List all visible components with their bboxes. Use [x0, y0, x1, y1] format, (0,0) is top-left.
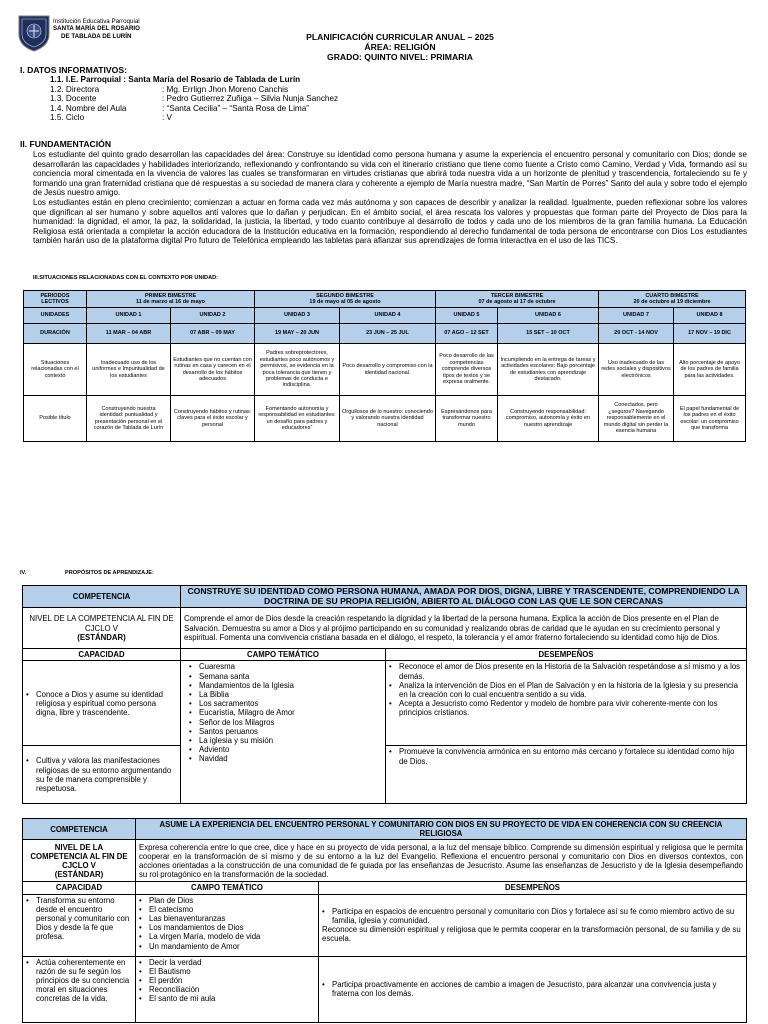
titulo-label: Posible título	[24, 396, 87, 442]
campo-item: • Señor de los Milagros	[189, 718, 382, 727]
section-propositos-number: IV.	[20, 570, 27, 576]
campo-item: • Un mandamiento de Amor	[139, 942, 315, 951]
unidad-cell: UNIDAD 7	[599, 308, 674, 324]
unidad-cell: UNIDAD 6	[498, 308, 599, 324]
nivel-text: Expresa coherencia entre lo que cree, dice y hace en su proyecto de vida personal, a la luz del mensaje bíblico. Comprende su dimensión espiritual y religiosa que le permita cooperar en la transformación de sí mismo y de su entorno a la luz del Evangelio. Reflexiona el encuentro personal y comunitario con Dios en diversos contextos, con acciones orientadas a la construcción de una comunidad de fe guiada por las enseñanzas de Jesucristo. Asume las enseñanzas de Jesucristo y de la Iglesia desempeñando su rol protagónico en la transformación de la sociedad.	[136, 840, 747, 882]
campo-item: • Cuaresma	[189, 662, 382, 671]
unidad-cell: UNIDAD 3	[255, 308, 340, 324]
capacidad-cell	[23, 956, 136, 1022]
section-propositos-heading: PROPÓSITOS DE APRENDIZAJE:	[65, 570, 154, 576]
bimestre-cell	[436, 291, 599, 308]
situacion-cell: Estudiantes que no cuentan con rutinas en casa y carecen en el desarrollo de los hábitos adecuados	[171, 344, 255, 396]
desempenos-cell	[319, 956, 747, 1022]
competencia-table-2	[22, 818, 747, 1023]
unidad-cell: UNIDAD 8	[674, 308, 746, 324]
titulo-cell: Construyendo hábitos y rutinas: claves para el éxito escolar y personal	[171, 396, 255, 442]
titulo-cell: Fomentando autonomía y responsabilidad en estudiantes: un desafío para padres y educadores”	[255, 396, 340, 442]
campo-item: • Navidad	[189, 754, 382, 763]
campo-item: • Decir la verdad	[139, 958, 315, 967]
info-row	[50, 104, 338, 114]
duracion-cell: 23 JUN – 25 JUL	[340, 324, 436, 344]
campo-header: CAMPO TEMÁTICO	[181, 649, 386, 661]
unidad-cell: UNIDAD 5	[436, 308, 498, 324]
campo-cell	[136, 894, 319, 956]
bimestre-name: CUARTO BIMESTRE	[645, 292, 699, 299]
bimestre-cell	[87, 291, 255, 308]
duracion-cell: 11 MAR – 04 ABR	[87, 324, 171, 344]
duracion-cell: 17 NOV – 19 DIC	[674, 324, 746, 344]
bimestre-name: SEGUNDO BIMESTRE	[316, 292, 374, 299]
bimestre-dates: 19 de mayo al 05 de agosto	[309, 299, 381, 305]
desempeno-item: • Analiza la intervención de Dios en el Plan de Salvación y en la historia de la Iglesia y su presencia en la creación con lo cual encuentra sentido a su vida.	[389, 681, 743, 699]
desempenos-header: DESEMPEÑOS	[319, 882, 747, 894]
campo-item: • Las bienaventuranzas	[139, 914, 315, 923]
campo-item: • El catecismo	[139, 905, 315, 914]
title-line2: ÁREA: RELIGIÓN	[364, 41, 436, 52]
nivel-label-text: NIVEL DE LA COMPETENCIA AL FIN DE CJCLO V	[30, 842, 128, 870]
competencia-label: COMPETENCIA	[23, 586, 181, 608]
fundamentacion-paragraph-1: Los estudiante del quinto grado desarrollan las capacidades del área: Construye su identidad como persona humana y asume la experiencia el encuentro personal y comunitario con Dios; donde se desarrollarán las capacidades y habilidades interiorizando, reflexionando y confrontando su vida con el itinerario cristiano que tiene como fuente a Cristo como Camino, Verdad y Vida, formando así su conciencia moral cimentada en la vivencia de valores las cuales se transformaran en virtudes cristianas que abrirá toda nuestra vida a un horizonte de plenitud y trascendencia, fortaleciendo su fe y formando una gran fraternidad cristiana que dé respuestas a su sociedad de manera clara y coherente a ejemplo de María nuestra madre, “San Martín de Porres” Santo del aula y sobre todo el ejemplo de Jesús nuestro amigo.	[33, 150, 747, 197]
document-title	[230, 33, 570, 62]
capacidad-header: CAPACIDAD	[23, 882, 136, 894]
campo-item: • Reconciliación	[139, 985, 315, 994]
info-key: 1.5. Ciclo	[50, 113, 85, 123]
info-row	[50, 75, 338, 85]
capacidad-item: • Transforma su entorno desde el encuentro personal y comunitario con Dios y desde la fe que profesa.	[26, 896, 132, 942]
desempeno-item: • Participa proactivamente en acciones de cambio a imagen de Jesucristo, para alcanzar una convivencia justa y fraterna con los demás.	[322, 980, 743, 998]
info-key: 1.2. Directora	[50, 84, 100, 94]
campo-item: • Plan de Dios	[139, 896, 315, 905]
bimestre-name: TERCER BIMESTRE	[490, 292, 544, 299]
desempeno-item: • Reconoce el amor de Dios presente en la Historia de la Salvación respetándose a sí mismo y a los demás.	[389, 662, 743, 680]
capacidad-item: • Conoce a Dios y asume su identidad religiosa y espiritual como persona digna, libre y trascendente.	[26, 690, 177, 718]
unidades-label: UNIDADES	[24, 308, 87, 324]
situacion-cell: Poco desarrollo de las competencias comprende diversos tipos de textos y se expresa oralmente.	[436, 344, 498, 396]
bimestre-dates: 11 de marzo al 16 de mayo	[135, 299, 206, 305]
titulo-cell: Conectados, pero ¿seguros? Navegando responsablemente en el mundo digital sin perder la esencia humana	[599, 396, 674, 442]
section-situaciones-heading: III.SITUACIONES RELACIONADAS CON EL CONTEXTO POR UNIDAD:	[33, 275, 219, 281]
unidad-cell: UNIDAD 1	[87, 308, 171, 324]
campo-item: • Eucaristía, Milagro de Amor	[189, 708, 382, 717]
bimestre-name: PRIMER BIMESTRE	[144, 292, 197, 299]
campo-cell	[136, 956, 319, 1022]
duracion-cell: 07 AGO – 12 SET	[436, 324, 498, 344]
capacidad-cell	[23, 746, 181, 804]
duracion-cell: 20 OCT - 14 NOV	[599, 324, 674, 344]
campo-item: • El perdón	[139, 976, 315, 985]
periodos-label: PERIODOS LECTIVOS	[24, 291, 87, 308]
inst-line3: DE TABLADA DE LURÍN	[61, 32, 132, 40]
bimestre-cell	[599, 291, 746, 308]
info-key: 1.1. I.E. Parroquial :	[50, 75, 126, 84]
nivel-label-text: NIVEL DE LA COMPETENCIA AL FIN DE CJCLO V	[29, 614, 174, 633]
titulo-cell: El papel fundamental de los padres en el éxito escolar: un compromiso que transforma	[674, 396, 746, 442]
desempenos-cell	[319, 894, 747, 956]
info-row	[50, 113, 338, 123]
situacion-cell: Poco desarrollo y compromiso con la identidad nacional.	[340, 344, 436, 396]
title-line3: GRADO: QUINTO NIVEL: PRIMARIA	[327, 51, 473, 62]
duracion-cell: 15 SET – 10 OCT	[498, 324, 599, 344]
inst-line2: SANTA MARÍA DEL ROSARIO	[53, 25, 140, 33]
informativos-list	[50, 75, 338, 123]
campo-item: • La Biblia	[189, 690, 382, 699]
competencia-label: COMPETENCIA	[23, 819, 136, 840]
section-informativos-heading: I. DATOS INFORMATIVOS:	[20, 65, 127, 75]
desempeno-item: • Acepta a Jesucristo como Redentor y modelo de hombre para vivir coherente-mente con los principios cristianos.	[389, 699, 743, 717]
nivel-text: Comprende el amor de Dios desde la creación respetando la dignidad y la libertad de la persona humana. Explica la acción de Dios presente en el Plan de Salvación. Demuestra su amor a Dios y al prójimo participando en su comunidad y realizando obras de caridad que le ayudan en su crecimiento personal y espiritual. Fomenta una convivencia cristiana basada en el diálogo, el respeto, la tolerancia y el amor fraterno fortaleciendo su identidad como hijo de Dios.	[181, 608, 747, 649]
campo-item: • La iglesia y su misión	[189, 736, 382, 745]
info-value: : Mg. Errlign Jhon Moreno Canchis	[162, 84, 289, 94]
desempeno-item: • Promueve la convivencia armónica en su entorno más cercano y fortalece su identidad como hijo de Dios.	[389, 747, 743, 765]
campo-item: • Los sacramentos	[189, 699, 382, 708]
campo-item: • El Bautismo	[139, 967, 315, 976]
titulo-cell: Expresándonos para transformar nuestro mundo	[436, 396, 498, 442]
campo-item: • La virgen María, modelo de vida	[139, 932, 315, 941]
situacion-cell: Uso inadecuado de las redes sociales y dispositivos electrónicos	[599, 344, 674, 396]
duracion-cell: 07 ABR – 09 MAY	[171, 324, 255, 344]
campo-item: • Mandamientos de la Iglesia	[189, 681, 382, 690]
capacidad-cell	[23, 661, 181, 746]
situacion-cell: Incumpliendo en la entrega de tareas y actividades escolares: Bajo porcentaje de estudiantes con aprendizaje destacado.	[498, 344, 599, 396]
capacidad-item: • Cultiva y valora las manifestaciones religiosas de su entorno argumentando su fe de manera comprensible y respetuosa.	[26, 756, 177, 793]
desempenos-cell	[386, 661, 747, 746]
campo-item: • El santo de mi aula	[139, 994, 315, 1003]
info-value: : V	[162, 113, 173, 123]
info-key: 1.4. Nombre del Aula	[50, 103, 127, 113]
bimestre-dates: 20 de octubre al 19 diciembre	[633, 299, 711, 305]
desempenos-cell	[386, 746, 747, 804]
titulo-cell: Construyendo responsabilidad: compromiso, autonomía y éxito en nuestro aprendizaje	[498, 396, 599, 442]
nivel-sub: (ESTÁNDAR)	[77, 632, 126, 642]
inst-line1: Institución Educativa Parroquial	[53, 18, 140, 25]
capacidad-cell	[23, 894, 136, 956]
info-value: : “Santa Cecilia” – “Santa Rosa de Lima”	[162, 103, 309, 113]
bimestre-dates: 07 de agosto al 17 de octubre	[478, 299, 556, 305]
campo-item: • Semana santa	[189, 672, 382, 681]
situacion-cell: Inadecuado uso de los uniformes e Impuntualidad de los estudiantes	[87, 344, 171, 396]
unidad-cell: UNIDAD 4	[340, 308, 436, 324]
info-value: Santa María del Rosario de Tablada de Lurín	[128, 75, 301, 84]
titulo-cell: Orgullosos de lo nuestro: conociendo y valorando nuestra identidad nacional	[340, 396, 436, 442]
nivel-sub: (ESTÁNDAR)	[54, 870, 104, 880]
competencia-text: ASUME LA EXPERIENCIA DEL ENCUENTRO PERSONAL Y COMUNITARIO CON DIOS EN SU PROYECTO DE VIDA EN COHERENCIA CON SU CREENCIA RELIGIOSA	[136, 819, 747, 840]
situacion-cell: Alto porcentaje de apoyo de los padres de familia para las actividades.	[674, 344, 746, 396]
info-key: 1.3. Docente	[50, 94, 97, 104]
info-row	[50, 94, 338, 104]
section-fundamentacion-heading: II. FUNDAMENTACIÓN	[20, 139, 112, 149]
competencia-text: CONSTRUYE SU IDENTIDAD COMO PERSONA HUMANA, AMADA POR DIOS, DIGNA, LIBRE Y TRASCENDENTE, COMPRENDIENDO LA DOCTRINA DE SU PROPIA RELIGIÓN, ABIERTO AL DIÁLOGO CON LAS QUE LE SON CERCANAS	[181, 586, 747, 608]
situaciones-label: Situaciones relacionadas con el contexto	[24, 344, 87, 396]
duracion-cell: 19 MAY – 20 JUN	[255, 324, 340, 344]
title-line1: PLANIFICACIÓN CURRICULAR ANUAL – 2025	[306, 32, 494, 42]
capacidad-item: • Actúa coherentemente en razón de su fe según los principios de su conciencia moral en situaciones concretas de la vida.	[26, 958, 132, 1004]
situaciones-table	[23, 290, 746, 442]
competencia-table-1	[22, 585, 747, 804]
campo-header: CAMPO TEMÁTICO	[136, 882, 319, 894]
desempenos-header: DESEMPEÑOS	[386, 649, 747, 661]
unidad-cell: UNIDAD 2	[171, 308, 255, 324]
school-logo	[18, 14, 50, 52]
nivel-label	[23, 608, 181, 649]
info-row	[50, 85, 338, 95]
titulo-cell: Construyendo nuestra identidad: puntualidad y presentación personal en el corazón de Tablada de Lurín	[87, 396, 171, 442]
situacion-cell: Padres sobreprotectores, estudiantes poco autónomos y permisivos, se evidencia en la poca tolerancia que tienen y problemas de conducta e indisciplina.	[255, 344, 340, 396]
campo-item: • Los mandamientos de Dios	[139, 923, 315, 932]
campo-item: • Santos peruanos	[189, 727, 382, 736]
desempeno-text: Reconoce su dimensión espiritual y religiosa que le permita cooperar en la transformación personal, de su familia y de su escuela.	[322, 925, 741, 944]
fundamentacion-paragraph-2: Los estudiantes están en pleno crecimiento; comienzan a actuar en forma cada vez más autónoma y son capaces de describir y analizar la realidad. Igualmente, pueden reflexionar sobre los valores que dignifican al ser humano y sobre aquellos anti valores que lo dañan y perjudican. En el ámbito social, el área rescata los valores y propuestas que forman parte del Proyecto de Dios para la humanidad: la dignidad, el amor, la paz, la solidaridad, la justicia, la libertad, y todo cuanto contribuye al desarrollo de todos y cada uno de los miembros de la gran familia humana. La Educación Religiosa está orientada a completar la acción educadora de la Institución educativa en la formación, respondiendo al derecho fundamental de toda persona de encontrarse con Dios Los estudiantes también harán uso de la plataforma digital Pro futuro de Telefónica empleando las tabletas para afianzar sus aprendizajes de forma interactiva en el uso de las TICS.	[33, 198, 747, 245]
institution-name	[53, 18, 140, 40]
info-value: : Pedro Gutierrez Zuñiga – Silvia Nunja Sanchez	[162, 94, 339, 104]
duracion-label: DURACIÓN	[24, 324, 87, 344]
campo-item: • Adviento	[189, 745, 382, 754]
desempeno-item: • Participa en espacios de encuentro personal y comunitario con Dios y fortalece así su fe como miembro activo de su familia, iglesia y comunidad.	[322, 907, 743, 925]
nivel-label	[23, 840, 136, 882]
capacidad-header: CAPACIDAD	[23, 649, 181, 661]
campo-cell	[181, 661, 386, 804]
bimestre-cell	[255, 291, 436, 308]
